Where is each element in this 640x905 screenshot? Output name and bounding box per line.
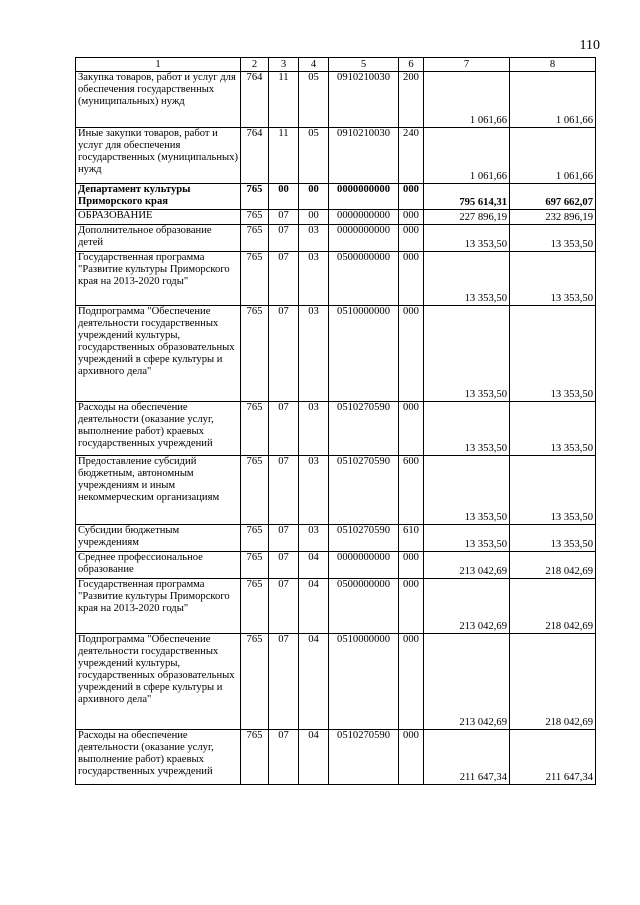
row-target-article-cell: 0910210030: [329, 128, 399, 184]
row-subsection-cell: 03: [299, 525, 329, 552]
row-target-article-cell: 0000000000: [329, 225, 399, 252]
row-amount-2-cell: 13 353,50: [510, 525, 596, 552]
row-amount-2-cell: 13 353,50: [510, 252, 596, 306]
row-section-cell: 00: [269, 184, 299, 210]
row-ministry-code-cell: 764: [241, 128, 269, 184]
row-subsection-cell: 00: [299, 184, 329, 210]
row-expense-type-cell: 240: [399, 128, 424, 184]
row-name-cell: Расходы на обеспечение деятельности (оказание услуг, выполнение работ) краевых государственных учреждений: [76, 730, 241, 785]
row-amount-1-cell: 1 061,66: [424, 128, 510, 184]
table-row: [76, 184, 596, 210]
row-expense-type-cell: 000: [399, 579, 424, 634]
column-header: 1: [76, 58, 241, 72]
row-amount-2-cell: 1 061,66: [510, 72, 596, 128]
row-name-cell: Государственная программа "Развитие культуры Приморского края на 2013-2020 годы": [76, 579, 241, 634]
row-target-article-cell: 0000000000: [329, 184, 399, 210]
row-amount-1-cell: 13 353,50: [424, 252, 510, 306]
row-amount-1-cell: 213 042,69: [424, 552, 510, 579]
table-row: [76, 634, 596, 730]
row-amount-2-cell: 211 647,34: [510, 730, 596, 785]
table-row: [76, 402, 596, 456]
row-section-cell: 07: [269, 634, 299, 730]
row-section-cell: 07: [269, 210, 299, 225]
row-ministry-code-cell: 765: [241, 634, 269, 730]
column-header: 5: [329, 58, 399, 72]
row-expense-type-cell: 610: [399, 525, 424, 552]
row-name-cell: Предоставление субсидий бюджетным, автономным учреждениям и иным некоммерческим организациям: [76, 456, 241, 525]
row-ministry-code-cell: 765: [241, 525, 269, 552]
row-section-cell: 07: [269, 456, 299, 525]
row-amount-2-cell: 13 353,50: [510, 306, 596, 402]
row-target-article-cell: 0510000000: [329, 306, 399, 402]
row-section-cell: 11: [269, 128, 299, 184]
row-target-article-cell: 0510270590: [329, 730, 399, 785]
row-amount-1-cell: 227 896,19: [424, 210, 510, 225]
row-expense-type-cell: 000: [399, 225, 424, 252]
row-target-article-cell: 0510270590: [329, 525, 399, 552]
row-ministry-code-cell: 765: [241, 306, 269, 402]
row-amount-1-cell: 1 061,66: [424, 72, 510, 128]
row-ministry-code-cell: 765: [241, 252, 269, 306]
column-header: 8: [510, 58, 596, 72]
row-expense-type-cell: 200: [399, 72, 424, 128]
table-row: [76, 72, 596, 128]
budget-table: [75, 57, 596, 785]
row-subsection-cell: 03: [299, 225, 329, 252]
row-subsection-cell: 04: [299, 634, 329, 730]
row-section-cell: 07: [269, 225, 299, 252]
row-name-cell: Департамент культуры Приморского края: [76, 184, 241, 210]
row-subsection-cell: 03: [299, 402, 329, 456]
row-section-cell: 07: [269, 730, 299, 785]
row-amount-1-cell: 13 353,50: [424, 402, 510, 456]
row-amount-1-cell: 13 353,50: [424, 306, 510, 402]
row-amount-2-cell: 697 662,07: [510, 184, 596, 210]
table-row: [76, 730, 596, 785]
table-header-row: [76, 58, 596, 72]
row-amount-2-cell: 1 061,66: [510, 128, 596, 184]
row-amount-2-cell: 218 042,69: [510, 634, 596, 730]
row-ministry-code-cell: 765: [241, 184, 269, 210]
row-amount-1-cell: 13 353,50: [424, 225, 510, 252]
column-header: 4: [299, 58, 329, 72]
row-subsection-cell: 05: [299, 128, 329, 184]
row-ministry-code-cell: 765: [241, 730, 269, 785]
column-header: 7: [424, 58, 510, 72]
row-name-cell: Закупка товаров, работ и услуг для обеспечения государственных (муниципальных) нужд: [76, 72, 241, 128]
page-number: 110: [579, 38, 600, 53]
row-amount-1-cell: 795 614,31: [424, 184, 510, 210]
row-subsection-cell: 05: [299, 72, 329, 128]
row-section-cell: 11: [269, 72, 299, 128]
row-subsection-cell: 03: [299, 456, 329, 525]
row-ministry-code-cell: 765: [241, 225, 269, 252]
row-section-cell: 07: [269, 252, 299, 306]
row-name-cell: ОБРАЗОВАНИЕ: [76, 210, 241, 225]
row-amount-2-cell: 13 353,50: [510, 225, 596, 252]
row-section-cell: 07: [269, 525, 299, 552]
row-section-cell: 07: [269, 552, 299, 579]
row-name-cell: Субсидии бюджетным учреждениям: [76, 525, 241, 552]
row-section-cell: 07: [269, 402, 299, 456]
column-header: 6: [399, 58, 424, 72]
row-expense-type-cell: 000: [399, 184, 424, 210]
table-row: [76, 525, 596, 552]
row-subsection-cell: 04: [299, 730, 329, 785]
row-expense-type-cell: 000: [399, 210, 424, 225]
row-name-cell: Среднее профессиональное образование: [76, 552, 241, 579]
row-target-article-cell: 0500000000: [329, 579, 399, 634]
table-row: [76, 552, 596, 579]
row-subsection-cell: 03: [299, 306, 329, 402]
column-header: 2: [241, 58, 269, 72]
row-amount-2-cell: 13 353,50: [510, 456, 596, 525]
row-ministry-code-cell: 765: [241, 402, 269, 456]
row-name-cell: Государственная программа "Развитие культуры Приморского края на 2013-2020 годы": [76, 252, 241, 306]
row-section-cell: 07: [269, 306, 299, 402]
row-name-cell: Подпрограмма "Обеспечение деятельности государственных учреждений культуры, государственных образовательных учреждений в сфере культуры и архивного дела": [76, 306, 241, 402]
table-row: [76, 252, 596, 306]
table-row: [76, 128, 596, 184]
row-section-cell: 07: [269, 579, 299, 634]
row-target-article-cell: 0000000000: [329, 552, 399, 579]
row-expense-type-cell: 000: [399, 552, 424, 579]
row-subsection-cell: 04: [299, 552, 329, 579]
row-amount-1-cell: 213 042,69: [424, 579, 510, 634]
row-ministry-code-cell: 765: [241, 456, 269, 525]
row-amount-1-cell: 13 353,50: [424, 456, 510, 525]
row-expense-type-cell: 000: [399, 306, 424, 402]
row-amount-1-cell: 13 353,50: [424, 525, 510, 552]
row-subsection-cell: 03: [299, 252, 329, 306]
column-header: 3: [269, 58, 299, 72]
row-amount-2-cell: 232 896,19: [510, 210, 596, 225]
row-expense-type-cell: 000: [399, 252, 424, 306]
table-row: [76, 306, 596, 402]
row-ministry-code-cell: 765: [241, 210, 269, 225]
row-subsection-cell: 00: [299, 210, 329, 225]
row-target-article-cell: 0510270590: [329, 456, 399, 525]
row-ministry-code-cell: 765: [241, 552, 269, 579]
row-subsection-cell: 04: [299, 579, 329, 634]
table-row: [76, 210, 596, 225]
row-expense-type-cell: 000: [399, 402, 424, 456]
row-name-cell: Расходы на обеспечение деятельности (оказание услуг, выполнение работ) краевых государственных учреждений: [76, 402, 241, 456]
table-row: [76, 579, 596, 634]
row-target-article-cell: 0500000000: [329, 252, 399, 306]
row-name-cell: Подпрограмма "Обеспечение деятельности государственных учреждений культуры, государственных образовательных учреждений в сфере культуры и архивного дела": [76, 634, 241, 730]
row-amount-1-cell: 211 647,34: [424, 730, 510, 785]
table-row: [76, 456, 596, 525]
row-ministry-code-cell: 764: [241, 72, 269, 128]
row-target-article-cell: 0510270590: [329, 402, 399, 456]
row-name-cell: Дополнительное образование детей: [76, 225, 241, 252]
row-amount-2-cell: 218 042,69: [510, 552, 596, 579]
row-expense-type-cell: 600: [399, 456, 424, 525]
row-expense-type-cell: 000: [399, 634, 424, 730]
row-target-article-cell: 0510000000: [329, 634, 399, 730]
row-target-article-cell: 0000000000: [329, 210, 399, 225]
row-expense-type-cell: 000: [399, 730, 424, 785]
row-amount-1-cell: 213 042,69: [424, 634, 510, 730]
row-target-article-cell: 0910210030: [329, 72, 399, 128]
table-row: [76, 225, 596, 252]
row-amount-2-cell: 218 042,69: [510, 579, 596, 634]
row-ministry-code-cell: 765: [241, 579, 269, 634]
row-name-cell: Иные закупки товаров, работ и услуг для обеспечения государственных (муниципальных) нужд: [76, 128, 241, 184]
row-amount-2-cell: 13 353,50: [510, 402, 596, 456]
